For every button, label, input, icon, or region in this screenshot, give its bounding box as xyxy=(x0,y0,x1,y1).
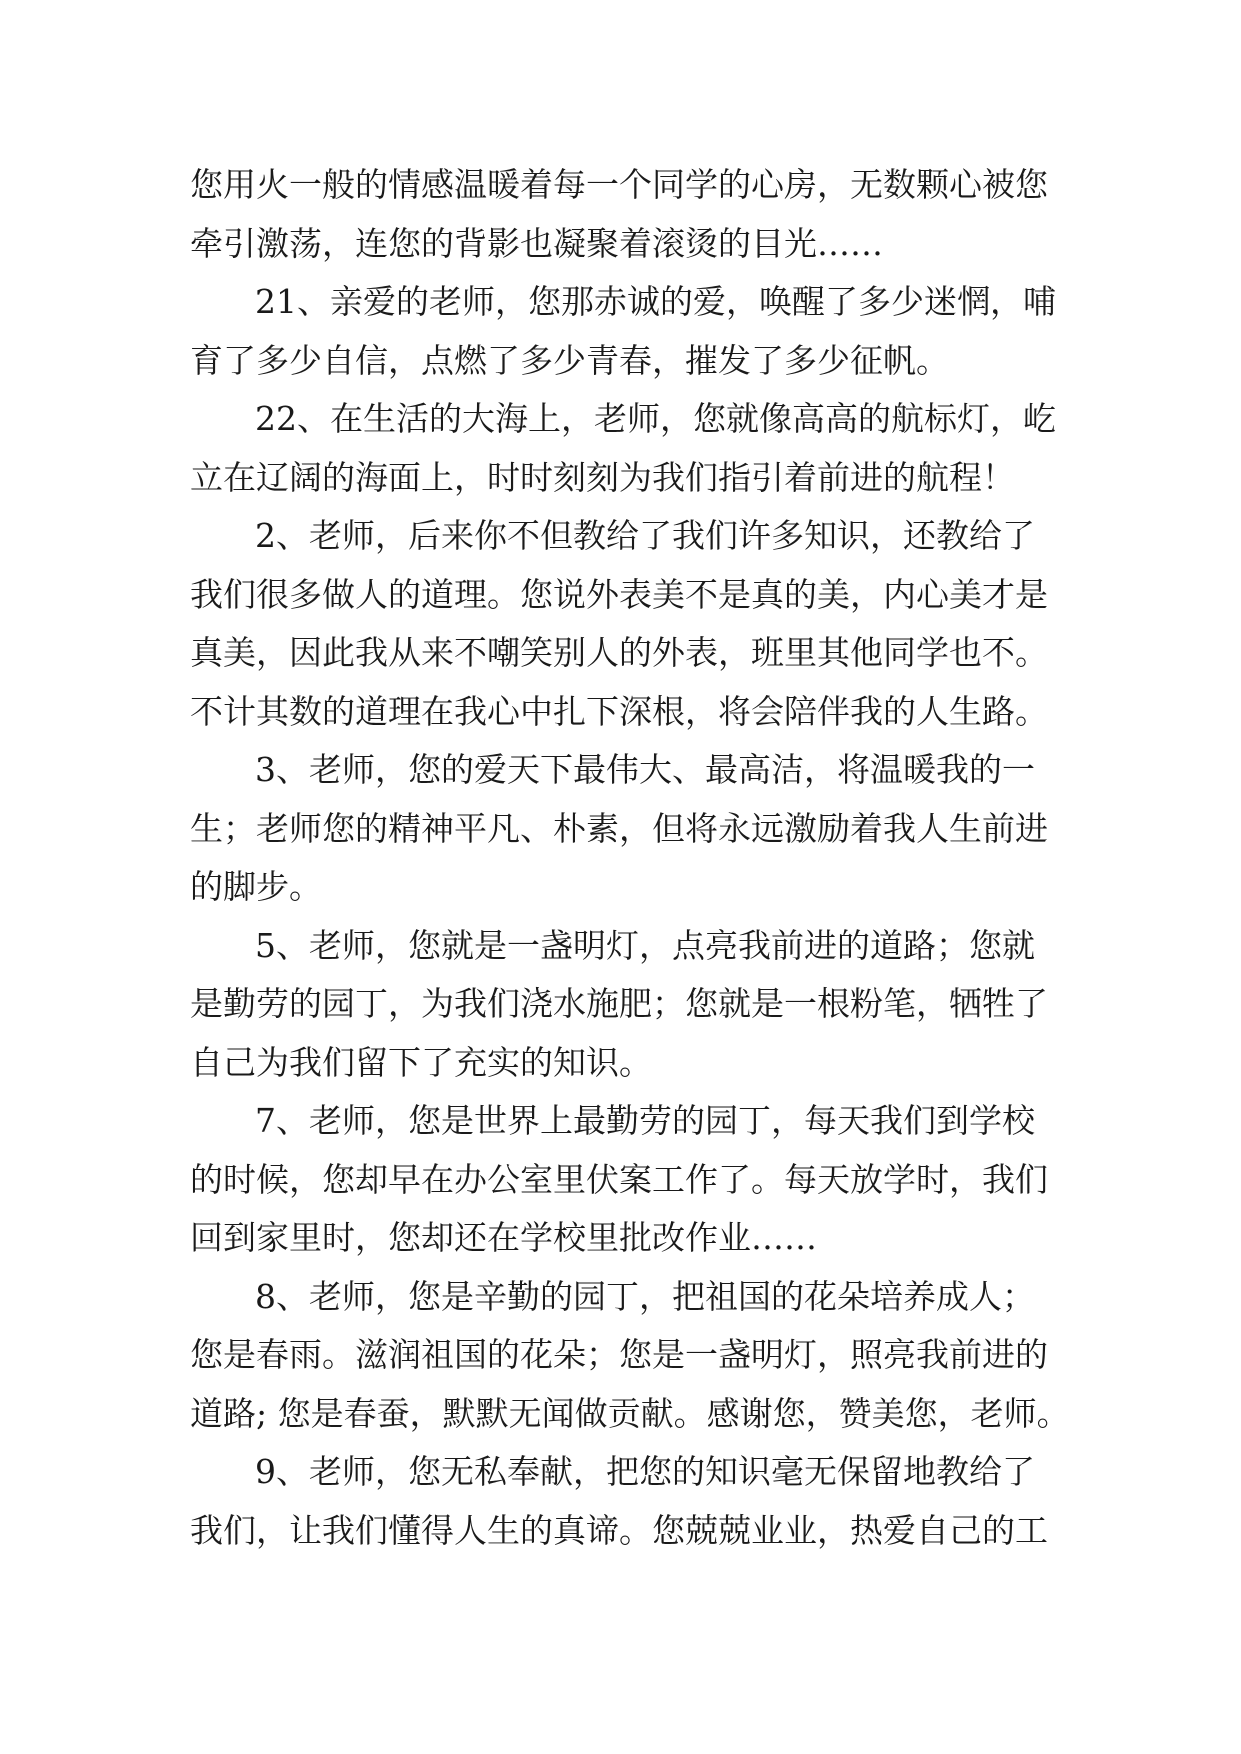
text-line: 是勤劳的园丁，为我们浇水施肥；您就是一根粉笔，牺牲了 xyxy=(190,984,1048,1023)
paragraph-continuation xyxy=(190,156,1070,273)
text-line: 7、老师，您是世界上最勤劳的园丁，每天我们到学校 xyxy=(255,1101,1035,1140)
paragraph-22 xyxy=(190,390,1070,507)
text-line: 您是春雨。滋润祖国的花朵；您是一盏明灯，照亮我前进的 xyxy=(190,1335,1048,1374)
text-line: 8、老师，您是辛勤的园丁，把祖国的花朵培养成人； xyxy=(255,1276,1035,1316)
text-line: 我们，让我们懂得人生的真谛。您兢兢业业，热爱自己的工 xyxy=(190,1510,1048,1550)
paragraph-21 xyxy=(190,273,1070,390)
text-line: 立在辽阔的海面上，时时刻刻为我们指引着前进的航程！ xyxy=(190,457,1015,497)
text-line: 真美，因此我从来不嘲笑别人的外表，班里其他同学也不。 xyxy=(190,633,1048,672)
text-line: 2、老师，后来你不但教给了我们许多知识，还教给了 xyxy=(255,516,1035,555)
text-line: 道路; 您是春蚕，默默无闻做贡献。感谢您，赞美您，老师。 xyxy=(190,1393,1070,1433)
paragraph-3 xyxy=(190,741,1070,917)
paragraph-8 xyxy=(190,1268,1070,1444)
text-line: 的脚步。 xyxy=(190,867,322,906)
paragraph-5 xyxy=(190,917,1070,1093)
text-line: 5、老师，您就是一盏明灯，点亮我前进的道路；您就 xyxy=(255,925,1035,965)
text-line: 生；老师您的精神平凡、朴素，但将永远激励着我人生前进 xyxy=(190,808,1048,848)
text-line: 我们很多做人的道理。您说外表美不是真的美，内心美才是 xyxy=(190,574,1048,614)
text-line: 21、亲爱的老师，您那赤诚的爱，唤醒了多少迷惘，哺 xyxy=(255,282,1056,321)
text-line: 不计其数的道理在我心中扎下深根，将会陪伴我的人生路。 xyxy=(190,691,1048,731)
paragraph-2 xyxy=(190,507,1070,741)
document-body xyxy=(190,156,1070,1560)
text-line: 自己为我们留下了充实的知识。 xyxy=(190,1042,652,1082)
text-line: 22、在生活的大海上，老师，您就像高高的航标灯，屹 xyxy=(255,399,1056,438)
text-line: 的时候，您却早在办公室里伏案工作了。每天放学时，我们 xyxy=(190,1159,1048,1199)
text-line: 牵引激荡，连您的背影也凝聚着滚烫的目光…… xyxy=(190,223,883,263)
text-line: 育了多少自信，点燃了多少青春，摧发了多少征帆。 xyxy=(190,340,949,380)
text-line: 回到家里时，您却还在学校里批改作业…… xyxy=(190,1218,817,1257)
text-line: 您用火一般的情感温暖着每一个同学的心房，无数颗心被您 xyxy=(190,165,1048,204)
paragraph-9 xyxy=(190,1443,1070,1560)
text-line: 3、老师，您的爱天下最伟大、最高洁，将温暖我的一 xyxy=(255,750,1035,789)
text-line: 9、老师，您无私奉献，把您的知识毫无保留地教给了 xyxy=(255,1452,1035,1491)
paragraph-7 xyxy=(190,1092,1070,1268)
